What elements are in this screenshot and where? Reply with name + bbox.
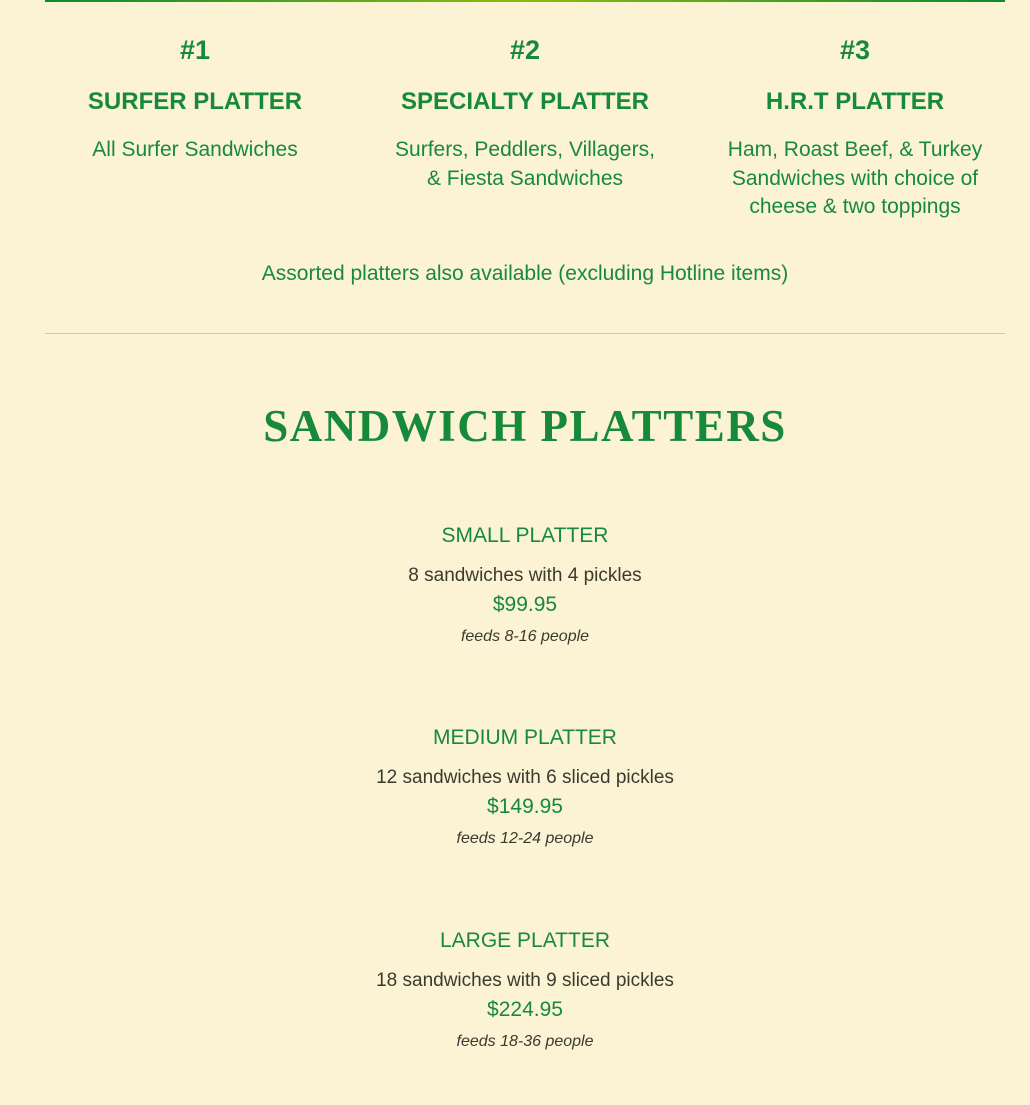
platter-description: 18 sandwiches with 9 sliced pickles bbox=[376, 970, 674, 991]
option-name: H.R.T PLATTER bbox=[765, 88, 945, 115]
section-divider bbox=[45, 333, 1005, 334]
platter-description: 8 sandwiches with 4 pickles bbox=[408, 565, 642, 586]
platter-small bbox=[45, 521, 1005, 648]
platter-price: $149.95 bbox=[487, 795, 563, 818]
platter-option-1 bbox=[45, 32, 345, 222]
top-divider bbox=[45, 0, 1005, 2]
option-number: #2 bbox=[509, 35, 541, 65]
platter-large bbox=[45, 926, 1005, 1053]
platter-option-2 bbox=[375, 32, 675, 222]
option-name: SPECIALTY PLATTER bbox=[400, 88, 649, 115]
option-description: Surfers, Peddlers, Villagers, & Fiesta Sandwiches bbox=[395, 138, 655, 190]
platter-feeds: feeds 8-16 people bbox=[460, 628, 590, 645]
platter-options bbox=[45, 32, 1005, 222]
section-title: SANDWICH PLATTERS bbox=[263, 401, 787, 451]
platter-option-3 bbox=[705, 32, 1005, 222]
option-description: All Surfer Sandwiches bbox=[92, 138, 298, 161]
option-number: #1 bbox=[179, 35, 211, 65]
platter-name: LARGE PLATTER bbox=[440, 929, 610, 952]
platter-name: MEDIUM PLATTER bbox=[433, 726, 617, 749]
platter-price: $99.95 bbox=[492, 593, 558, 616]
platter-feeds: feeds 12-24 people bbox=[456, 830, 594, 847]
platter-medium bbox=[45, 723, 1005, 850]
platter-description: 12 sandwiches with 6 sliced pickles bbox=[376, 767, 674, 788]
platter-name: SMALL PLATTER bbox=[441, 524, 609, 547]
option-description: Ham, Roast Beef, & Turkey Sandwiches with choice of cheese & two toppings bbox=[727, 138, 983, 218]
platter-price: $224.95 bbox=[487, 998, 563, 1021]
assorted-note: Assorted platters also available (excluding Hotline items) bbox=[261, 262, 789, 285]
option-name: SURFER PLATTER bbox=[87, 88, 303, 115]
option-number: #3 bbox=[839, 35, 871, 65]
platter-feeds: feeds 18-36 people bbox=[456, 1033, 594, 1050]
